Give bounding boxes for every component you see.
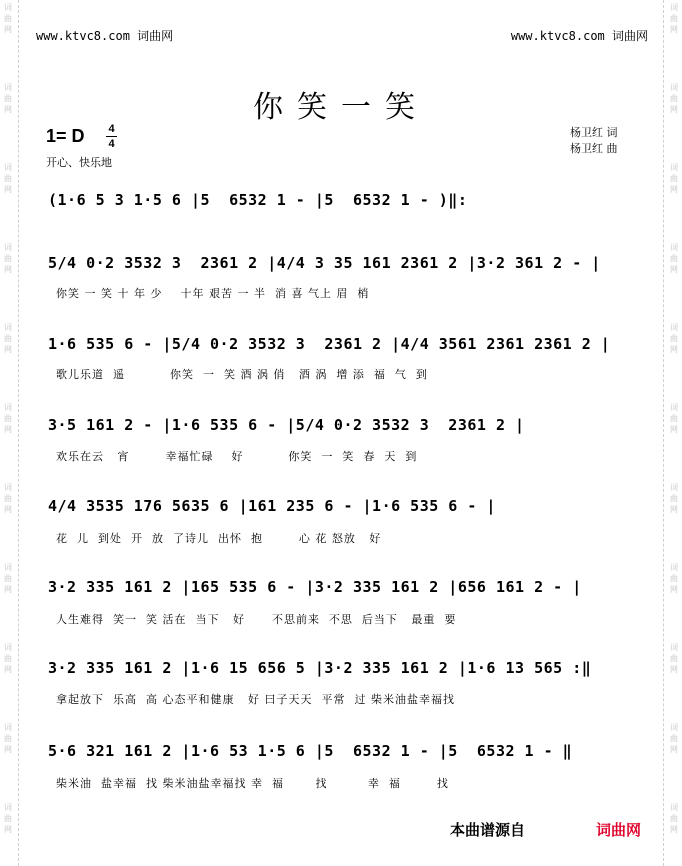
side-watermark-mark: 词 曲 网 bbox=[4, 83, 12, 114]
composer-credit: 杨卫红 曲 bbox=[570, 142, 618, 155]
side-watermark-mark: 词 曲 网 bbox=[4, 723, 12, 754]
score-line-3-lyrics: 歌儿乐道 遥 你笑 一 笑 酒 涡 俏 酒 涡 增 添 福 气 到 bbox=[56, 368, 428, 381]
song-title: 你笑一笑 bbox=[253, 90, 429, 125]
right-border-rule bbox=[663, 0, 664, 866]
time-signature bbox=[106, 123, 117, 150]
side-watermark-mark: 词 曲 网 bbox=[670, 243, 678, 274]
site-logo-link[interactable]: 词曲网 bbox=[596, 821, 642, 839]
score-line-5-notes: 4/4 3535 176 5635 6 |161 235 6 - |1·6 535 6 - | bbox=[48, 497, 496, 515]
side-watermark-mark: 词 曲 网 bbox=[670, 83, 678, 114]
side-watermark-mark: 词 曲 网 bbox=[670, 323, 678, 354]
side-watermark-mark: 词 曲 网 bbox=[4, 483, 12, 514]
score-line-7-notes: 3·2 335 161 2 |1·6 15 656 5 |3·2 335 161 2 |1·6 13 565 :‖ bbox=[48, 659, 592, 677]
header-site-left[interactable]: www.ktvc8.com 词曲网 bbox=[36, 29, 174, 43]
side-watermark-mark: 词 曲 网 bbox=[4, 403, 12, 434]
score-line-8-lyrics: 柴米油 盐幸福 找 柴米油盐幸福找 幸 福 找 幸 福 找 bbox=[56, 777, 449, 790]
side-watermark-mark: 词 曲 网 bbox=[4, 243, 12, 274]
side-watermark-mark: 词 曲 网 bbox=[670, 723, 678, 754]
side-watermark-mark: 词 曲 网 bbox=[670, 643, 678, 674]
score-line-3-notes: 1·6 535 6 - |5/4 0·2 3532 3 2361 2 |4/4 3561 2361 2361 2 | bbox=[48, 335, 611, 353]
left-border-rule bbox=[18, 0, 19, 866]
time-signature-top: 4 bbox=[108, 123, 115, 135]
score-line-7-lyrics: 拿起放下 乐高 高 心态平和健康 好 曰子天天 平常 过 柴米油盐幸福找 bbox=[56, 693, 455, 706]
lyricist-credit: 杨卫红 词 bbox=[570, 126, 618, 139]
side-watermark-mark: 词 曲 网 bbox=[670, 483, 678, 514]
side-watermark-mark: 词 曲 网 bbox=[4, 563, 12, 594]
side-watermark-mark: 词 曲 网 bbox=[670, 403, 678, 434]
score-line-6-lyrics: 人生难得 笑一 笑 活在 当下 好 不思前来 不思 后当下 最重 要 bbox=[56, 613, 457, 626]
score-line-2-notes: 5/4 0·2 3532 3 2361 2 |4/4 3 35 161 2361 2 |3·2 361 2 - | bbox=[48, 254, 601, 272]
side-watermark-mark: 词 曲 网 bbox=[670, 563, 678, 594]
side-watermark-mark: 词 曲 网 bbox=[4, 803, 12, 834]
time-signature-bottom: 4 bbox=[108, 138, 115, 150]
left-watermark-strip bbox=[2, 0, 14, 866]
score-line-6-notes: 3·2 335 161 2 |165 535 6 - |3·2 335 161 2 |656 161 2 - | bbox=[48, 578, 582, 596]
score-line-4-notes: 3·5 161 2 - |1·6 535 6 - |5/4 0·2 3532 3 2361 2 | bbox=[48, 416, 525, 434]
side-watermark-mark: 词 曲 网 bbox=[4, 643, 12, 674]
score-line-8-notes: 5·6 321 161 2 |1·6 53 1·5 6 |5 6532 1 - |5 6532 1 - ‖ bbox=[48, 742, 573, 760]
side-watermark-mark: 词 曲 网 bbox=[670, 163, 678, 194]
key-signature: 1= D bbox=[46, 126, 85, 146]
side-watermark-mark: 词 曲 网 bbox=[4, 3, 12, 34]
right-watermark-strip bbox=[668, 0, 680, 866]
score-line-4-lyrics: 欢乐在云 宵 幸福忙碌 好 你笑 一 笑 春 天 到 bbox=[56, 450, 418, 463]
side-watermark-mark: 词 曲 网 bbox=[670, 803, 678, 834]
header-site-right[interactable]: www.ktvc8.com 词曲网 bbox=[510, 29, 648, 43]
score-line-5-lyrics: 花 儿 到处 开 放 了诗儿 出怀 抱 心 花 怒放 好 bbox=[56, 532, 382, 545]
side-watermark-mark: 词 曲 网 bbox=[4, 163, 12, 194]
tempo-mood: 开心、快乐地 bbox=[46, 156, 112, 169]
side-watermark-mark: 词 曲 网 bbox=[4, 323, 12, 354]
score-line-2-lyrics: 你笑 一 笑 十 年 少 十年 艰苦 一 半 消 喜 气上 眉 梢 bbox=[56, 287, 370, 300]
side-watermark-mark: 词 曲 网 bbox=[670, 3, 678, 34]
score-line-1-notes: (1·6 5 3 1·5 6 |5 6532 1 - |5 6532 1 - )‖: bbox=[48, 191, 468, 209]
source-label: 本曲谱源自 bbox=[450, 821, 526, 839]
